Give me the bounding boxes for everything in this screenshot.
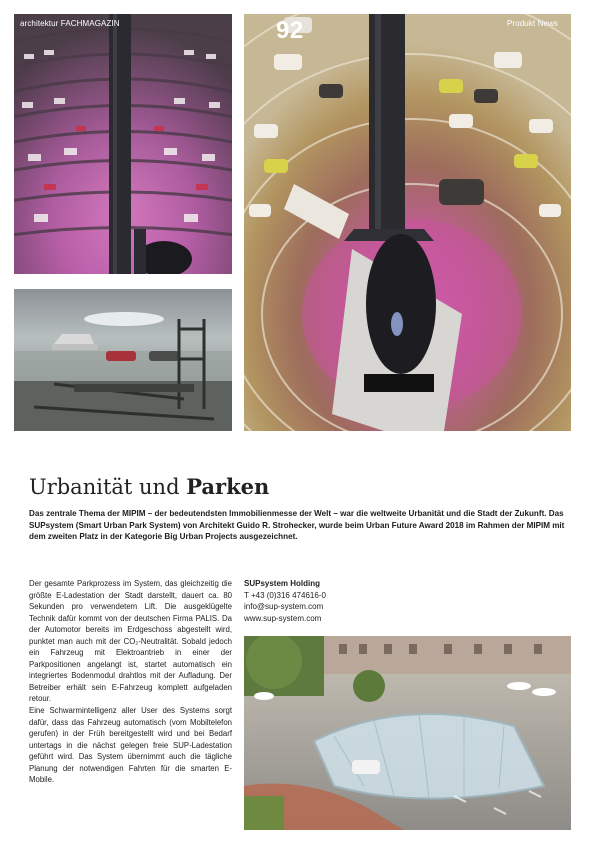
article-title-light: Urbanität und (29, 475, 187, 499)
magazine-name: architektur FACHMAGAZIN (20, 19, 120, 28)
body-paragraph-1: Der gesamte Parkprozess im System, das gleichzeitig die größte E-Ladestation der Stadt darstellt, dauert ca. 80 Sekunden pro verwendetem Lift. Die ausgeklügelte Technik dafür kommt von der deutschen Firma PALIS. Da der Automotor bereits im Erdgeschoss abgestellt wird, punktet man auch mit der CO₂-Neutralität. Sobald jedoch ein Fahrzeug mit Elektroantrieb in einer der Parkpositionen angelangt ist, startet automatisch ein integriertes Bodenmodul drahtlos mit der Aufladung. Der Betreiber erhält sein E-Fahrzeug komplett aufgeladen retour. (29, 579, 232, 704)
contact-web[interactable]: www.sup-system.com (244, 613, 322, 623)
contact-phone: T +43 (0)316 474616-0 (244, 590, 326, 600)
article-body (29, 578, 232, 786)
article-lead: Das zentrale Thema der MIPIM – der bedeutendsten Immobilienmesse der Welt – war die weltweite Urbanität und die Stadt der Zukunft. Das SUPsystem (Smart Urban Park System) von Architekt Guido R. Strohecker, wurde beim Urban Future Award 2018 im Rahmen der MIPIM mit dem zweiten Platz in der Kategorie Big Urban Projects ausgezeichnet. (29, 509, 565, 542)
photo-urban-plaza (244, 636, 571, 830)
contact-name: SUPsystem Holding (244, 579, 321, 588)
body-paragraph-2: Eine Schwarmintelligenz aller User des Systems sorgt dafür, dass das Fahrzeug automatisch (vom Mobiltelefon gerufen) in der Früh bereitgestellt wird und bei Bedarf untertags in die nächst gelegen freie SUP-Ladestation geführt wird. Das System übernimmt auch die tägliche Planung der notwendigen Fahrten für die smarten E-Mobile. (29, 706, 232, 785)
page-number: 92 (276, 17, 304, 44)
contact-email[interactable]: info@sup-system.com (244, 602, 324, 612)
contact-block (244, 578, 326, 624)
photo-ground-floor-transfer (14, 289, 232, 431)
photo-spiral-parking-view (244, 14, 571, 431)
photo-parking-silo-interior (14, 14, 232, 274)
section-label: Produkt News (507, 19, 558, 28)
article-title-bold: Parken (186, 474, 270, 499)
article-title (29, 474, 269, 499)
